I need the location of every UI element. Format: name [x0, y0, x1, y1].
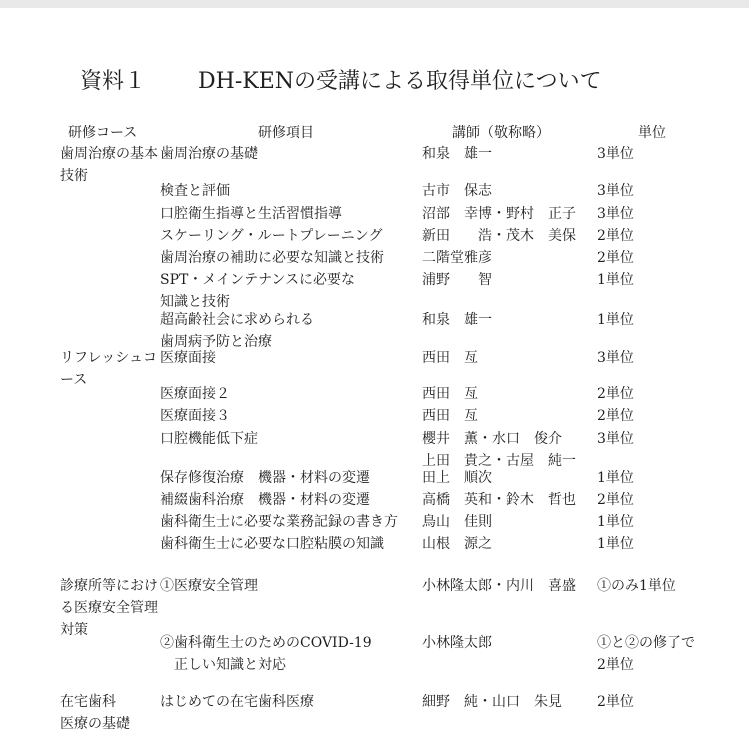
- instructor: 田上 順次: [422, 470, 492, 486]
- header-item: 研修項目: [258, 125, 314, 141]
- credits: 3単位: [597, 206, 634, 222]
- training-item: はじめての在宅歯科医療: [160, 694, 314, 710]
- instructor: 和泉 雄一: [422, 146, 492, 162]
- training-item: 超高齢社会に求められる 歯周病予防と治療: [160, 312, 314, 350]
- training-item: 歯周治療の基礎: [160, 146, 258, 162]
- credits: 1単位: [597, 272, 634, 288]
- instructor: 西田 亙: [422, 386, 478, 402]
- credits: 2単位: [597, 386, 634, 402]
- credits: ①のみ1単位: [597, 578, 676, 594]
- training-item: ②歯科衛生士のためのCOVID-19 正しい知識と対応: [160, 635, 372, 673]
- instructor: 沼部 幸博・野村 正子: [422, 206, 576, 222]
- instructor: 小林隆太郎: [422, 635, 492, 651]
- training-item: 補綴歯科治療 機器・材料の変遷: [160, 492, 370, 508]
- credits: 2単位: [597, 694, 634, 710]
- instructor: 西田 亙: [422, 350, 478, 366]
- credits: 1単位: [597, 514, 634, 530]
- training-item: スケーリング・ルートプレーニング: [160, 228, 383, 244]
- instructor: 櫻井 薫・水口 俊介 上田 貴之・古屋 純一: [422, 431, 576, 469]
- instructor: 小林隆太郎・内川 喜盛: [422, 578, 576, 594]
- header-instructor: 講師（敬称略）: [452, 125, 550, 141]
- instructor: 二階堂雅彦: [422, 250, 492, 266]
- instructor: 山根 源之: [422, 536, 492, 552]
- credits: 1単位: [597, 312, 634, 328]
- instructor: 鳥山 佳則: [422, 514, 492, 530]
- course-name: 在宅歯科 医療の基礎: [60, 694, 130, 732]
- course-name: リフレッシュコース: [60, 350, 158, 388]
- training-item: ①医療安全管理: [160, 578, 258, 594]
- training-item: 口腔衛生指導と生活習慣指導: [160, 206, 342, 222]
- training-item: 医療面接: [160, 350, 216, 366]
- credits: 1単位: [597, 470, 634, 486]
- training-item: 検査と評価: [160, 183, 230, 199]
- training-item: SPT・メインテナンスに必要な 知識と技術: [160, 272, 355, 310]
- training-item: 歯科衛生士に必要な業務記録の書き方: [160, 514, 398, 530]
- credits: 2単位: [597, 408, 634, 424]
- training-item: 保存修復治療 機器・材料の変遷: [160, 470, 370, 486]
- credits: 3単位: [597, 183, 634, 199]
- header-course: 研修コース: [68, 125, 138, 141]
- credits: 3単位: [597, 146, 634, 162]
- instructor: 古市 保志: [422, 183, 492, 199]
- document-label: 資料１: [80, 69, 147, 94]
- document-title: DH-KENの受講による取得単位について: [198, 69, 602, 94]
- training-item: 歯科衛生士に必要な口腔粘膜の知識: [160, 536, 384, 552]
- credits: 2単位: [597, 228, 634, 244]
- credits: 1単位: [597, 536, 634, 552]
- training-item: 医療面接２: [160, 386, 230, 402]
- credits: 2単位: [597, 492, 634, 508]
- instructor: 新田 浩・茂木 美保: [422, 228, 576, 244]
- credits: 2単位: [597, 250, 634, 266]
- instructor: 和泉 雄一: [422, 312, 492, 328]
- course-name: 診療所等における医療安全管理対策: [60, 578, 158, 638]
- page-title: [80, 64, 602, 95]
- instructor: 高橋 英和・鈴木 哲也: [422, 492, 576, 508]
- header-credits: 単位: [638, 125, 666, 141]
- credits: 3単位: [597, 431, 634, 447]
- top-bar: [0, 0, 749, 8]
- training-item: 歯周治療の補助に必要な知識と技術: [160, 250, 384, 266]
- credits: 3単位: [597, 350, 634, 366]
- instructor: 浦野 智: [422, 272, 492, 288]
- training-item: 口腔機能低下症: [160, 431, 258, 447]
- training-item: 医療面接３: [160, 408, 230, 424]
- instructor: 細野 純・山口 朱見: [422, 694, 562, 710]
- course-name: 歯周治療の基本技術: [60, 146, 158, 184]
- credits: ①と②の修了で 2単位: [597, 635, 695, 673]
- instructor: 西田 亙: [422, 408, 478, 424]
